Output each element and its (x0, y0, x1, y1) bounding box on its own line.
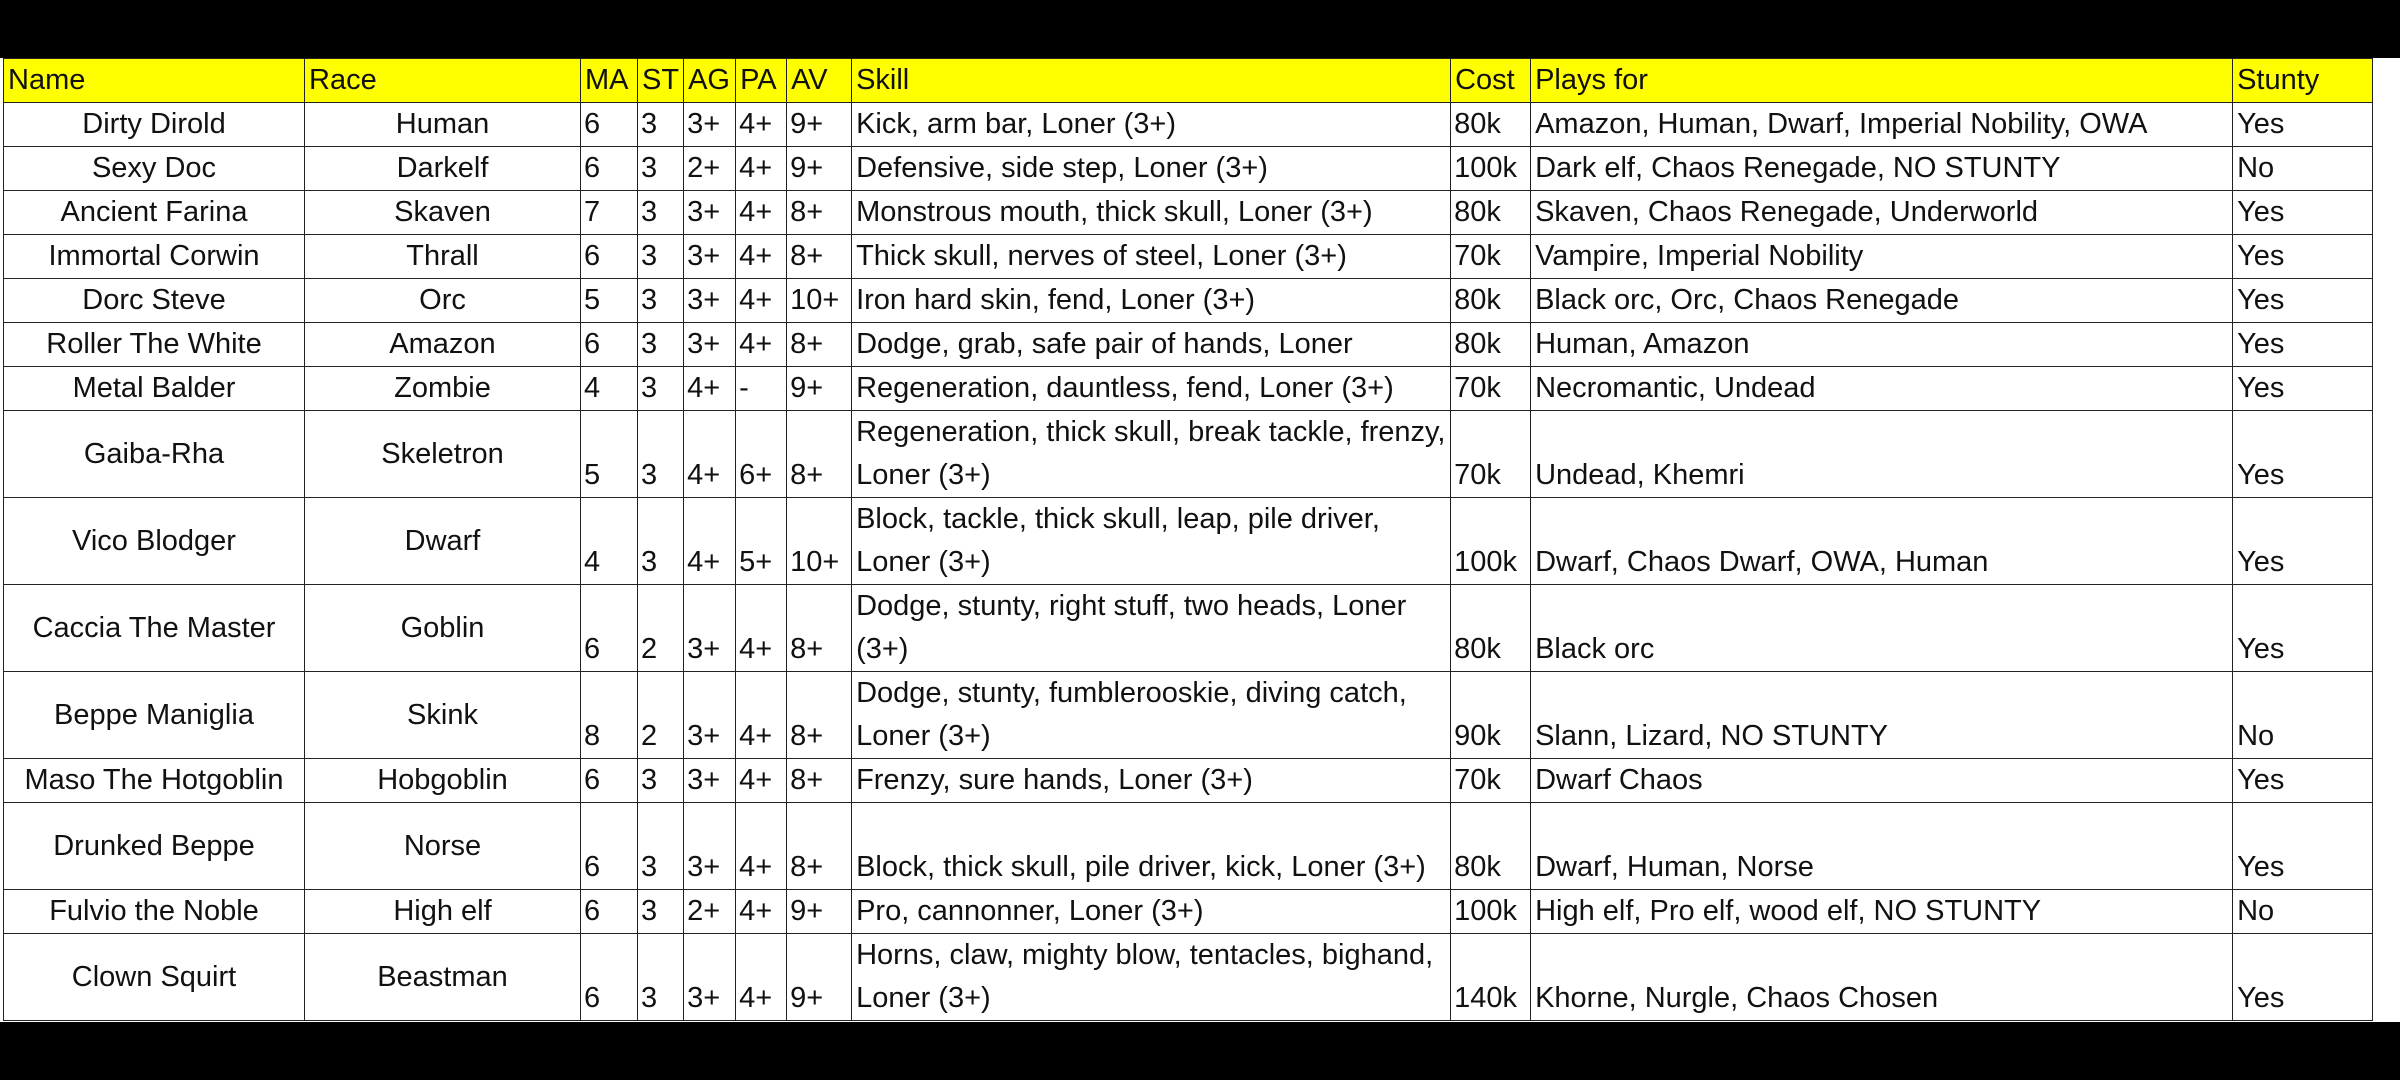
player-name-cell[interactable]: Gaiba-Rha (4, 411, 305, 498)
stunty-cell[interactable]: Yes (2233, 934, 2373, 1021)
plays-for-cell[interactable]: Black orc (1531, 585, 2233, 672)
header-stunty[interactable]: Stunty (2233, 59, 2373, 103)
skill-cell[interactable]: Pro, cannonner, Loner (3+) (852, 890, 1451, 934)
stunty-cell[interactable]: No (2233, 890, 2373, 934)
pa-cell[interactable]: 4+ (736, 279, 787, 323)
pa-cell[interactable]: 6+ (736, 411, 787, 498)
skill-cell[interactable]: Dodge, grab, safe pair of hands, Loner (852, 323, 1451, 367)
table-row (4, 323, 2373, 367)
pa-cell[interactable]: 5+ (736, 498, 787, 585)
ag-cell[interactable]: 4+ (684, 498, 736, 585)
player-name-cell[interactable]: Sexy Doc (4, 147, 305, 191)
table-row (4, 498, 2373, 585)
skill-cell[interactable]: Block, thick skull, pile driver, kick, Loner (3+) (852, 803, 1451, 890)
av-cell[interactable]: 9+ (787, 147, 852, 191)
stunty-cell[interactable]: Yes (2233, 585, 2373, 672)
st-cell[interactable]: 3 (638, 498, 684, 585)
ag-cell[interactable]: 2+ (684, 147, 736, 191)
pa-cell[interactable]: 4+ (736, 890, 787, 934)
table-row (4, 191, 2373, 235)
st-cell[interactable]: 2 (638, 585, 684, 672)
st-cell[interactable]: 2 (638, 672, 684, 759)
cost-cell[interactable]: 140k (1451, 934, 1531, 1021)
ag-cell[interactable]: 3+ (684, 934, 736, 1021)
st-cell[interactable]: 3 (638, 934, 684, 1021)
pa-cell[interactable]: 4+ (736, 803, 787, 890)
ag-cell[interactable]: 3+ (684, 672, 736, 759)
plays-for-cell[interactable]: Amazon, Human, Dwarf, Imperial Nobility, OWA (1531, 103, 2233, 147)
av-cell[interactable]: 9+ (787, 367, 852, 411)
cost-cell[interactable]: 80k (1451, 585, 1531, 672)
ma-cell[interactable]: 8 (581, 672, 638, 759)
st-cell[interactable]: 3 (638, 147, 684, 191)
table-row (4, 759, 2373, 803)
av-cell[interactable]: 8+ (787, 672, 852, 759)
ma-cell[interactable]: 6 (581, 585, 638, 672)
stunty-cell[interactable]: Yes (2233, 759, 2373, 803)
av-cell[interactable]: 8+ (787, 323, 852, 367)
cost-cell[interactable]: 70k (1451, 367, 1531, 411)
player-name-cell[interactable]: Vico Blodger (4, 498, 305, 585)
race-cell[interactable]: Beastman (305, 934, 581, 1021)
player-name-cell[interactable]: Dorc Steve (4, 279, 305, 323)
stunty-cell[interactable]: Yes (2233, 411, 2373, 498)
ag-cell[interactable]: 3+ (684, 279, 736, 323)
player-name-cell[interactable]: Clown Squirt (4, 934, 305, 1021)
table-row (4, 890, 2373, 934)
race-cell[interactable]: Thrall (305, 235, 581, 279)
cost-cell[interactable]: 100k (1451, 147, 1531, 191)
ag-cell[interactable]: 3+ (684, 759, 736, 803)
skill-cell[interactable]: Regeneration, thick skull, break tackle, frenzy, Loner (3+) (852, 411, 1451, 498)
st-cell[interactable]: 3 (638, 759, 684, 803)
cost-cell[interactable]: 100k (1451, 890, 1531, 934)
table-row (4, 367, 2373, 411)
cost-cell[interactable]: 70k (1451, 411, 1531, 498)
stunty-cell[interactable]: No (2233, 672, 2373, 759)
table-row (4, 672, 2373, 759)
race-cell[interactable]: Skeletron (305, 411, 581, 498)
player-name-cell[interactable]: Dirty Dirold (4, 103, 305, 147)
av-cell[interactable]: 9+ (787, 103, 852, 147)
header-st[interactable]: ST (638, 59, 684, 103)
pa-cell[interactable]: 4+ (736, 585, 787, 672)
av-cell[interactable]: 8+ (787, 411, 852, 498)
spreadsheet-area (0, 58, 2400, 1022)
ag-cell[interactable]: 3+ (684, 191, 736, 235)
cost-cell[interactable]: 80k (1451, 323, 1531, 367)
av-cell[interactable]: 9+ (787, 890, 852, 934)
ma-cell[interactable]: 6 (581, 934, 638, 1021)
skill-cell[interactable]: Block, tackle, thick skull, leap, pile driver, Loner (3+) (852, 498, 1451, 585)
ag-cell[interactable]: 2+ (684, 890, 736, 934)
av-cell[interactable]: 10+ (787, 498, 852, 585)
player-name-cell[interactable]: Metal Balder (4, 367, 305, 411)
pa-cell[interactable]: - (736, 367, 787, 411)
st-cell[interactable]: 3 (638, 803, 684, 890)
ag-cell[interactable]: 3+ (684, 103, 736, 147)
table-row (4, 803, 2373, 890)
ag-cell[interactable]: 3+ (684, 235, 736, 279)
header-race[interactable]: Race (305, 59, 581, 103)
header-plays-for[interactable]: Plays for (1531, 59, 2233, 103)
race-cell[interactable]: Zombie (305, 367, 581, 411)
stunty-cell[interactable]: Yes (2233, 498, 2373, 585)
cost-cell[interactable]: 80k (1451, 191, 1531, 235)
ma-cell[interactable]: 6 (581, 147, 638, 191)
players-table (3, 58, 2373, 1021)
st-cell[interactable]: 3 (638, 279, 684, 323)
pa-cell[interactable]: 4+ (736, 147, 787, 191)
table-row (4, 147, 2373, 191)
plays-for-cell[interactable]: Dwarf, Chaos Dwarf, OWA, Human (1531, 498, 2233, 585)
header-ma[interactable]: MA (581, 59, 638, 103)
ag-cell[interactable]: 3+ (684, 585, 736, 672)
skill-cell[interactable]: Dodge, stunty, right stuff, two heads, Loner (3+) (852, 585, 1451, 672)
skill-cell[interactable]: Defensive, side step, Loner (3+) (852, 147, 1451, 191)
header-row (4, 59, 2373, 103)
plays-for-cell[interactable]: Dwarf, Human, Norse (1531, 803, 2233, 890)
skill-cell[interactable]: Dodge, stunty, fumblerooskie, diving catch, Loner (3+) (852, 672, 1451, 759)
stunty-cell[interactable]: Yes (2233, 235, 2373, 279)
plays-for-cell[interactable]: Necromantic, Undead (1531, 367, 2233, 411)
ag-cell[interactable]: 4+ (684, 367, 736, 411)
stunty-cell[interactable]: No (2233, 147, 2373, 191)
cost-cell[interactable]: 90k (1451, 672, 1531, 759)
stunty-cell[interactable]: Yes (2233, 103, 2373, 147)
pa-cell[interactable]: 4+ (736, 934, 787, 1021)
st-cell[interactable]: 3 (638, 411, 684, 498)
cost-cell[interactable]: 70k (1451, 759, 1531, 803)
pa-cell[interactable]: 4+ (736, 672, 787, 759)
race-cell[interactable]: Darkelf (305, 147, 581, 191)
ma-cell[interactable]: 5 (581, 279, 638, 323)
ma-cell[interactable]: 6 (581, 235, 638, 279)
race-cell[interactable]: Norse (305, 803, 581, 890)
stunty-cell[interactable]: Yes (2233, 803, 2373, 890)
cost-cell[interactable]: 80k (1451, 279, 1531, 323)
skill-cell[interactable]: Frenzy, sure hands, Loner (3+) (852, 759, 1451, 803)
table-row (4, 411, 2373, 498)
st-cell[interactable]: 3 (638, 235, 684, 279)
race-cell[interactable]: Skink (305, 672, 581, 759)
plays-for-cell[interactable]: Skaven, Chaos Renegade, Underworld (1531, 191, 2233, 235)
st-cell[interactable]: 3 (638, 323, 684, 367)
pa-cell[interactable]: 4+ (736, 235, 787, 279)
st-cell[interactable]: 3 (638, 191, 684, 235)
player-name-cell[interactable]: Fulvio the Noble (4, 890, 305, 934)
ma-cell[interactable]: 7 (581, 191, 638, 235)
race-cell[interactable]: Dwarf (305, 498, 581, 585)
table-row (4, 235, 2373, 279)
st-cell[interactable]: 3 (638, 103, 684, 147)
av-cell[interactable]: 8+ (787, 191, 852, 235)
ma-cell[interactable]: 6 (581, 759, 638, 803)
st-cell[interactable]: 3 (638, 367, 684, 411)
cost-cell[interactable]: 80k (1451, 103, 1531, 147)
skill-cell[interactable]: Thick skull, nerves of steel, Loner (3+) (852, 235, 1451, 279)
player-name-cell[interactable]: Beppe Maniglia (4, 672, 305, 759)
player-name-cell[interactable]: Caccia The Master (4, 585, 305, 672)
skill-cell[interactable]: Horns, claw, mighty blow, tentacles, bighand, Loner (3+) (852, 934, 1451, 1021)
cost-cell[interactable]: 100k (1451, 498, 1531, 585)
table-row (4, 103, 2373, 147)
header-cost[interactable]: Cost (1451, 59, 1531, 103)
header-ag[interactable]: AG (684, 59, 736, 103)
ma-cell[interactable]: 6 (581, 803, 638, 890)
stunty-cell[interactable]: Yes (2233, 191, 2373, 235)
stunty-cell[interactable]: Yes (2233, 323, 2373, 367)
av-cell[interactable]: 8+ (787, 585, 852, 672)
race-cell[interactable]: Orc (305, 279, 581, 323)
race-cell[interactable]: Amazon (305, 323, 581, 367)
ma-cell[interactable]: 6 (581, 323, 638, 367)
header-av[interactable]: AV (787, 59, 852, 103)
ma-cell[interactable]: 6 (581, 103, 638, 147)
plays-for-cell[interactable]: Slann, Lizard, NO STUNTY (1531, 672, 2233, 759)
ag-cell[interactable]: 3+ (684, 803, 736, 890)
ma-cell[interactable]: 4 (581, 498, 638, 585)
header-skill[interactable]: Skill (852, 59, 1451, 103)
ma-cell[interactable]: 6 (581, 890, 638, 934)
race-cell[interactable]: Hobgoblin (305, 759, 581, 803)
av-cell[interactable]: 10+ (787, 279, 852, 323)
pa-cell[interactable]: 4+ (736, 759, 787, 803)
skill-cell[interactable]: Iron hard skin, fend, Loner (3+) (852, 279, 1451, 323)
plays-for-cell[interactable]: Black orc, Orc, Chaos Renegade (1531, 279, 2233, 323)
pa-cell[interactable]: 4+ (736, 323, 787, 367)
header-pa[interactable]: PA (736, 59, 787, 103)
table-body (4, 103, 2373, 1021)
table-row (4, 585, 2373, 672)
cost-cell[interactable]: 80k (1451, 803, 1531, 890)
stunty-cell[interactable]: Yes (2233, 279, 2373, 323)
plays-for-cell[interactable]: Undead, Khemri (1531, 411, 2233, 498)
pa-cell[interactable]: 4+ (736, 103, 787, 147)
av-cell[interactable]: 8+ (787, 803, 852, 890)
race-cell[interactable]: Skaven (305, 191, 581, 235)
skill-cell[interactable]: Regeneration, dauntless, fend, Loner (3+) (852, 367, 1451, 411)
av-cell[interactable]: 8+ (787, 235, 852, 279)
header-name[interactable]: Name (4, 59, 305, 103)
ma-cell[interactable]: 5 (581, 411, 638, 498)
player-name-cell[interactable]: Roller The White (4, 323, 305, 367)
plays-for-cell[interactable]: Vampire, Imperial Nobility (1531, 235, 2233, 279)
pa-cell[interactable]: 4+ (736, 191, 787, 235)
st-cell[interactable]: 3 (638, 890, 684, 934)
player-name-cell[interactable]: Immortal Corwin (4, 235, 305, 279)
av-cell[interactable]: 9+ (787, 934, 852, 1021)
cost-cell[interactable]: 70k (1451, 235, 1531, 279)
ma-cell[interactable]: 4 (581, 367, 638, 411)
av-cell[interactable]: 8+ (787, 759, 852, 803)
ag-cell[interactable]: 4+ (684, 411, 736, 498)
race-cell[interactable]: High elf (305, 890, 581, 934)
plays-for-cell[interactable]: Human, Amazon (1531, 323, 2233, 367)
skill-cell[interactable]: Monstrous mouth, thick skull, Loner (3+) (852, 191, 1451, 235)
stunty-cell[interactable]: Yes (2233, 367, 2373, 411)
player-name-cell[interactable]: Ancient Farina (4, 191, 305, 235)
player-name-cell[interactable]: Maso The Hotgoblin (4, 759, 305, 803)
plays-for-cell[interactable]: Dwarf Chaos (1531, 759, 2233, 803)
table-row (4, 279, 2373, 323)
race-cell[interactable]: Human (305, 103, 581, 147)
plays-for-cell[interactable]: Khorne, Nurgle, Chaos Chosen (1531, 934, 2233, 1021)
plays-for-cell[interactable]: High elf, Pro elf, wood elf, NO STUNTY (1531, 890, 2233, 934)
plays-for-cell[interactable]: Dark elf, Chaos Renegade, NO STUNTY (1531, 147, 2233, 191)
race-cell[interactable]: Goblin (305, 585, 581, 672)
table-row (4, 934, 2373, 1021)
skill-cell[interactable]: Kick, arm bar, Loner (3+) (852, 103, 1451, 147)
player-name-cell[interactable]: Drunked Beppe (4, 803, 305, 890)
ag-cell[interactable]: 3+ (684, 323, 736, 367)
